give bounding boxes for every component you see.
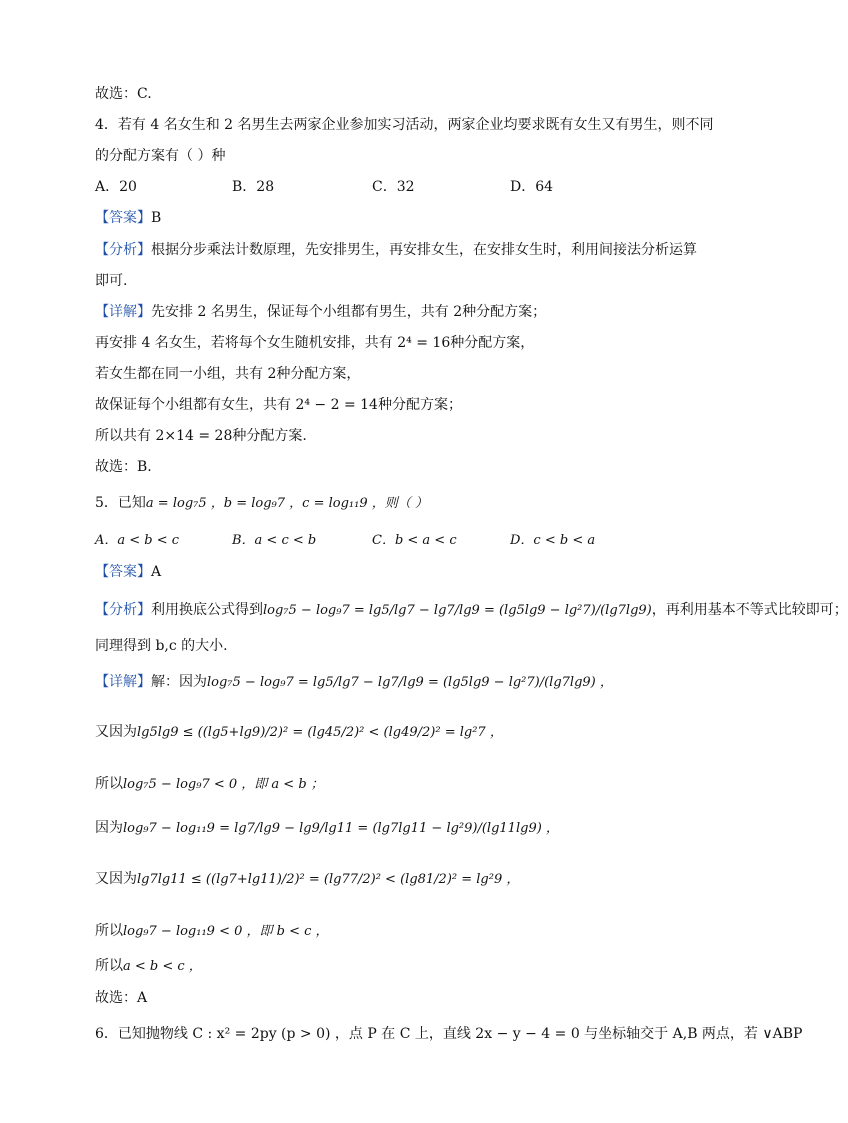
q5-detail-line-2 bbox=[95, 722, 503, 743]
q5-detail-prefix-3: 所以 bbox=[95, 776, 123, 792]
q4-option-b: B．28 bbox=[232, 179, 275, 195]
q5-option-c: C．b < a < c bbox=[372, 533, 457, 548]
q5-detail-line-3 bbox=[95, 774, 324, 795]
q5-detail-prefix-2: 又因为 bbox=[95, 724, 137, 740]
q5-detail-line-1 bbox=[95, 672, 613, 693]
q5-answer bbox=[95, 562, 161, 582]
q5-analysis-post: ，再利用基本不等式比较即可； bbox=[651, 602, 848, 618]
q4-detail-line-5: 所以共有 2×14 = 28种分配方案. bbox=[95, 428, 307, 444]
analysis-tag: 【分析】 bbox=[95, 242, 151, 258]
q4-stem-line-1: 4．若有 4 名女生和 2 名男生去两家企业参加实习活动，两家企业均要求既有女生又有男生，则不同 bbox=[95, 117, 714, 133]
q4-choice: 故选：B. bbox=[95, 459, 152, 475]
analysis-tag: 【分析】 bbox=[95, 602, 151, 618]
q5-option-a: A．a < b < c bbox=[95, 533, 180, 548]
q5-detail-math-1: log₇5 − log₉7 = lg5/lg7 − lg7/lg9 = (lg5lg9 − lg²7)/(lg7lg9) ， bbox=[207, 675, 613, 690]
q5-stem-text: 5．已知 bbox=[95, 495, 146, 511]
answer-tag: 【答案】 bbox=[95, 210, 151, 226]
q3-choice: 故选：C. bbox=[95, 86, 152, 102]
q5-options bbox=[95, 530, 595, 551]
q5-detail-text: 解：因为 bbox=[151, 674, 207, 690]
q4-analysis-line-2: 即可. bbox=[95, 273, 128, 289]
q5-detail-math-7: a < b < c ， bbox=[123, 959, 202, 974]
q4-answer-value: B bbox=[151, 210, 162, 226]
detail-tag: 【详解】 bbox=[95, 674, 151, 690]
q5-analysis-line-2: 同理得到 b,c 的大小. bbox=[95, 638, 228, 654]
q4-detail-line-1 bbox=[95, 302, 546, 322]
q4-answer bbox=[95, 208, 161, 228]
q5-detail-math-3: log₇5 − log₉7 < 0 ，即 a < b ； bbox=[123, 777, 324, 792]
q5-detail-math-5: lg7lg11 ≤ ((lg7+lg11)/2)² = (lg77/2)² < (lg81/2)² = lg²9 ， bbox=[137, 872, 520, 887]
q5-detail-line-5 bbox=[95, 869, 519, 890]
q6-stem: 6．已知抛物线 C : x² = 2py (p > 0) ，点 P 在 C 上，直线 2x − y − 4 = 0 与坐标轴交于 A,B 两点，若 ∨ABP bbox=[95, 1026, 803, 1042]
q5-analysis-math: log₇5 − log₉7 = lg5/lg7 − lg7/lg9 = (lg5lg9 − lg²7)/(lg7lg9) bbox=[263, 603, 652, 618]
q5-detail-math-2: lg5lg9 ≤ ((lg5+lg9)/2)² = (lg45/2)² < (lg49/2)² = lg²7 ， bbox=[137, 725, 503, 740]
q5-answer-value: A bbox=[151, 564, 162, 580]
q4-option-c: C．32 bbox=[372, 179, 415, 195]
q5-analysis-line-1 bbox=[95, 600, 848, 621]
detail-tag: 【详解】 bbox=[95, 304, 151, 320]
q5-detail-prefix-4: 因为 bbox=[95, 820, 123, 836]
q5-analysis-text: 利用换底公式得到 bbox=[151, 602, 263, 618]
q5-detail-line-7 bbox=[95, 956, 202, 977]
q5-stem-math: a = log₇5 ，b = log₉7 ，c = log₁₁9 ，则（ ） bbox=[145, 496, 428, 511]
q5-stem bbox=[95, 493, 428, 514]
q4-detail-line-2: 再安排 4 名女生，若将每个女生随机安排，共有 2⁴ = 16种分配方案， bbox=[95, 335, 535, 351]
q5-option-b: B．a < c < b bbox=[232, 533, 317, 548]
q5-detail-math-4: log₉7 − log₁₁9 = lg7/lg9 − lg9/lg11 = (lg7lg11 − lg²9)/(lg11lg9) ， bbox=[123, 821, 559, 836]
answer-tag: 【答案】 bbox=[95, 564, 151, 580]
q4-option-a: A．20 bbox=[95, 179, 137, 195]
q4-detail-line-4: 故保证每个小组都有女生，共有 2⁴ − 2 = 14种分配方案； bbox=[95, 397, 462, 413]
q5-choice: 故选：A bbox=[95, 990, 148, 1006]
q5-detail-line-6 bbox=[95, 921, 329, 942]
q4-stem-line-2: 的分配方案有（ ）种 bbox=[95, 148, 226, 164]
q5-detail-math-6: log₉7 − log₁₁9 < 0 ，即 b < c ， bbox=[123, 924, 329, 939]
q4-analysis-text: 根据分步乘法计数原理，先安排男生，再安排女生，在安排女生时，利用间接法分析运算 bbox=[151, 242, 697, 258]
q5-detail-prefix-7: 所以 bbox=[95, 958, 123, 974]
q4-option-d: D．64 bbox=[510, 179, 554, 195]
q4-analysis-line-1 bbox=[95, 240, 697, 260]
q5-detail-line-4 bbox=[95, 818, 559, 839]
q5-detail-prefix-5: 又因为 bbox=[95, 871, 137, 887]
q5-detail-prefix-6: 所以 bbox=[95, 923, 123, 939]
q4-detail-line-3: 若女生都在同一小组，共有 2种分配方案， bbox=[95, 366, 361, 382]
q4-detail-text: 先安排 2 名男生，保证每个小组都有男生，共有 2种分配方案； bbox=[151, 304, 547, 320]
q4-options bbox=[95, 177, 553, 197]
q5-option-d: D．c < b < a bbox=[510, 533, 596, 548]
